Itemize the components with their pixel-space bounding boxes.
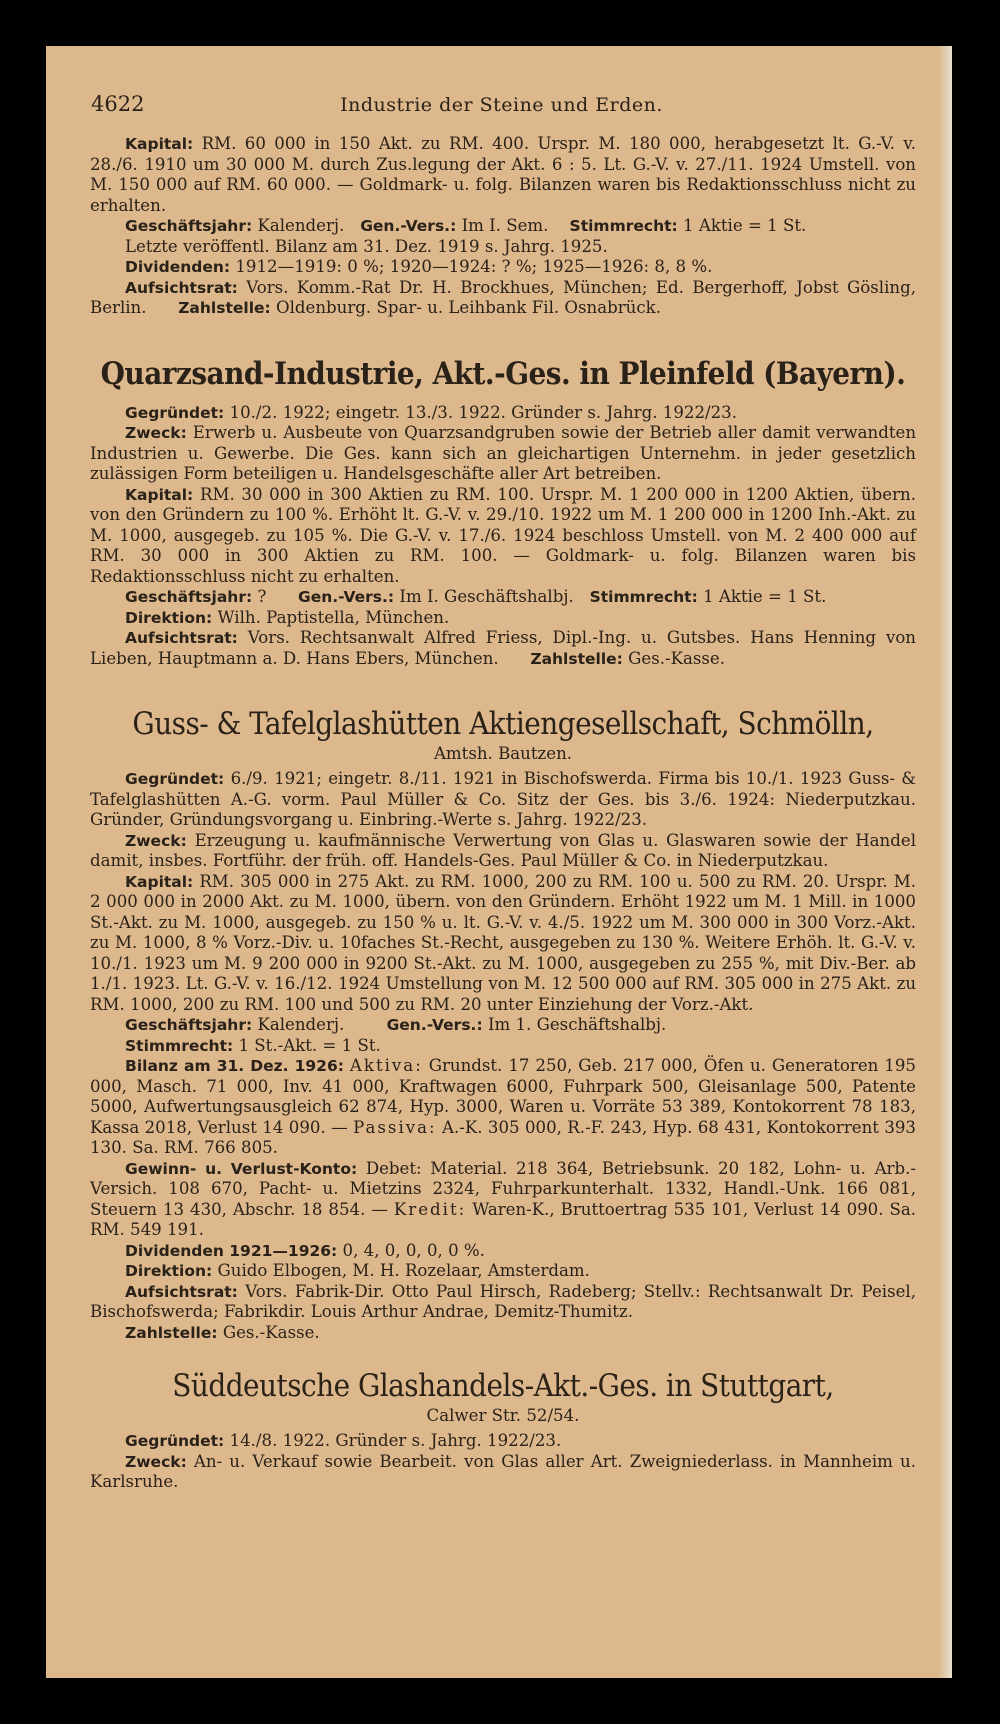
label: Aufsichtsrat: xyxy=(125,1282,238,1301)
text: 1 Aktie = 1 St. xyxy=(703,587,827,606)
text: Guido Elbogen, M. H. Rozelaar, Amsterdam. xyxy=(217,1261,590,1280)
label: Stimmrecht: xyxy=(125,1036,234,1055)
entry-continuation xyxy=(90,134,916,319)
bilanz-paragraph xyxy=(90,1056,916,1159)
text: Erwerb u. Ausbeute von Quarzsandgruben sowie der Betrieb aller damit verwandten Industrien u. Gewerbe. Die Ges. kann sich an gleichartigen Unternehm. in jeder gesetzlich zulässigen Form beteiligen u. Handelsgeschäfte aller Art betreiben. xyxy=(90,423,917,483)
text: Ges.-Kasse. xyxy=(628,648,726,668)
label: Stimmrecht: xyxy=(589,588,698,606)
dividenden-line xyxy=(90,257,916,278)
geschaeftsjahr-line xyxy=(90,587,916,608)
label: Gen.-Vers.: xyxy=(386,1016,483,1034)
gegruendet-line xyxy=(90,1431,916,1452)
text: 6./9. 1921; eingetr. 8./11. 1921 in Bischofswerda. Firma bis 10./1. 1923 Guss- & Tafelglashütten A.-G. vorm. Paul Müller & Co. Sitz der Ges. bis 3./6. 1924: Niederputzkau. Gründer, Gründungsvorgang u. Einbring.-Werte s. Jahrg. 1922/23. xyxy=(90,769,917,829)
entry-quarzsand xyxy=(90,355,916,670)
gegruendet-line xyxy=(90,403,916,424)
label: Geschäftsjahr: xyxy=(125,217,253,235)
direktion-line xyxy=(90,1261,916,1282)
text: An- u. Verkauf sowie Bearbeit. von Glas aller Art. Zweigniederlass. in Mannheim u. Karlsruhe. xyxy=(90,1451,916,1491)
text: Vors. Komm.-Rat Dr. H. Brockhues, München; Ed. Bergerhoff, Jobst Gösling, Berlin. xyxy=(90,277,916,317)
company-title: Quarzsand-Industrie, Akt.-Ges. in Pleinfeld (Bayern). xyxy=(100,355,906,392)
kapital-paragraph xyxy=(90,872,916,1016)
aufsichtsrat-paragraph xyxy=(90,628,916,669)
book-page xyxy=(46,46,952,1678)
label: Aktiva: xyxy=(349,1056,423,1075)
aufsichtsrat-paragraph xyxy=(90,278,916,319)
label: Kapital: xyxy=(125,872,194,891)
label: Kapital: xyxy=(125,135,194,153)
bilanz-line: Letzte veröffentl. Bilanz am 31. Dez. 1919 s. Jahrg. 1925. xyxy=(125,236,608,256)
label: Kapital: xyxy=(125,485,194,504)
geschaeftsjahr-line xyxy=(90,1015,916,1036)
label: Aufsichtsrat: xyxy=(125,629,238,647)
gegruendet-paragraph xyxy=(90,769,916,831)
label: Zweck: xyxy=(125,831,187,850)
text: Ges.-Kasse. xyxy=(222,1322,320,1342)
gewinn-verlust-paragraph xyxy=(90,1159,916,1241)
text: 1912—1919: 0 %; 1920—1924: ? %; 1925—1926: 8, 8 %. xyxy=(235,257,713,276)
kapital-paragraph xyxy=(90,485,916,588)
label: Zweck: xyxy=(125,1452,187,1471)
text: 10./2. 1922; eingetr. 13./3. 1922. Gründer s. Jahrg. 1922/23. xyxy=(229,402,738,422)
text: Grundst. 17 250, Geb. 217 000, Öfen u. Generatoren 195 000, Masch. 71 000, Inv. 41 000, Kraftwagen 6000, Fuhrpark 500, Gleisanlage 500, Patente 5000, Aufwertungsausgleich 62 874, Hyp. 3000, Waren u. Vorräte 53 389, Kontokorrent 78 183, Kassa 2018, Verlust 14 090. — xyxy=(90,1056,916,1137)
entry-guss-tafelglas xyxy=(90,705,916,1343)
label: Gen.-Vers.: xyxy=(298,588,395,606)
text: 1 Aktie = 1 St. xyxy=(683,216,807,235)
label: Direktion: xyxy=(125,608,213,627)
geschaeftsjahr-line xyxy=(90,216,916,237)
direktion-line xyxy=(90,608,916,629)
label: Debet: xyxy=(365,1158,422,1178)
zweck-paragraph xyxy=(90,831,916,872)
label: Gen.-Vers.: xyxy=(360,217,457,235)
text: Vors. Rechtsanwalt Alfred Friess, Dipl.-Ing. u. Gutsbes. Hans Henning von Lieben, Hauptmann a. D. Hans Ebers, München. xyxy=(90,628,916,668)
text: Wilh. Paptistella, München. xyxy=(217,607,450,627)
page-header xyxy=(91,92,912,120)
text: ? xyxy=(257,587,267,606)
text: Oldenburg. Spar- u. Leihbank Fil. Osnabrück. xyxy=(276,298,661,317)
company-subtitle: Calwer Str. 52/54. xyxy=(426,1406,580,1425)
text: Im I. Geschäftshalbj. xyxy=(399,587,574,606)
entry-sueddeutsche-glashandels xyxy=(90,1367,916,1493)
text: Im I. Sem. xyxy=(461,216,549,235)
text: 0, 4, 0, 0, 0, 0 %. xyxy=(342,1240,485,1260)
text: RM. 60 000 in 150 Akt. zu RM. 400. Urspr. M. 180 000, herabgesetzt lt. G.-V. v. 28./6. 1910 um 30 000 M. durch Zus.legung der Akt. 6 : 5. Lt. G.-V. v. 27./11. 1924 Umstell. von M. 150 000 auf RM. 60 000. — Goldmark- u. folg. Bilanzen waren bis Redaktionsschluss nicht zu erhalten. xyxy=(90,134,916,215)
text: Kalenderj. xyxy=(257,216,345,235)
label: Zahlstelle: xyxy=(530,649,623,668)
label: Geschäftsjahr: xyxy=(125,1016,253,1034)
zweck-paragraph xyxy=(90,423,916,485)
company-title: Süddeutsche Glashandels-Akt.-Ges. in Stuttgart, xyxy=(172,1368,834,1404)
text: A.-K. 305 000, R.-F. 243, Hyp. 68 431, Kontokorrent 393 130. Sa. RM. 766 805. xyxy=(90,1117,916,1157)
stimmrecht-line xyxy=(90,1036,916,1057)
text: RM. 30 000 in 300 Aktien zu RM. 100. Urspr. M. 1 200 000 in 1200 Aktien, übern. von den Gründern zu 100 %. Erhöht lt. G.-V. v. 29./10. 1922 um M. 1 200 000 in 1200 Inh.-Akt. zu M. 1000, ausgegeb. zu 105 %. Die G.-V. v. 17./6. 1924 beschloss Umstell. von M. 2 400 000 auf RM. 30 000 in 300 Aktien zu RM. 100. — Goldmark- u. folg. Bilanzen waren bis Redaktionsschluss nicht zu erhalten. xyxy=(90,484,916,586)
company-title: Guss- & Tafelglashütten Aktiengesellschaft, Schmölln, xyxy=(132,706,874,742)
label: Gewinn- u. Verlust-Konto: xyxy=(125,1159,358,1178)
label: Aufsichtsrat: xyxy=(125,278,238,297)
text: Erzeugung u. kaufmännische Verwertung von Glas u. Glaswaren sowie der Handel damit, insbes. Fortführ. der früh. off. Handels-Ges. Paul Müller & Co. in Niederputzkau. xyxy=(90,830,916,870)
label: Bilanz am 31. Dez. 1926: xyxy=(125,1057,344,1075)
kapital-paragraph xyxy=(90,134,916,216)
text: 14./8. 1922. Gründer s. Jahrg. 1922/23. xyxy=(229,1431,562,1450)
label: Gegründet: xyxy=(125,770,225,788)
zahlstelle-line xyxy=(90,1323,916,1344)
page-number: 4622 xyxy=(91,92,145,116)
page-content xyxy=(90,134,916,1493)
label: Stimmrecht: xyxy=(569,217,678,235)
text: Waren-K., Bruttoertrag 535 101, Verlust 14 090. Sa. RM. 549 191. xyxy=(90,1199,917,1239)
text: Material. 218 364, Betriebsunk. 20 182, Lohn- u. Arb.-Versich. 108 670, Pacht- u. Mietzins 2324, Fuhrparkunterhalt. 1332, Handl.-Unk. 166 081, Steuern 13 430, Abschr. 18 854. — xyxy=(90,1158,916,1219)
text: RM. 305 000 in 275 Akt. zu RM. 1000, 200 zu RM. 100 u. 500 zu RM. 20. Urspr. M. 2 000 000 in 2000 Akt. zu M. 1000, übern. von den Gründern. Erhöht 1922 um M. 1 Mill. in 1000 St.-Akt. zu M. 1000, ausgegeb. zu 150 % u. lt. G.-V. v. 4./5. 1922 um M. 300 000 in 300 Vorz.-Akt. zu M. 1000, 8 % Vorz.-Div. u. 10faches St.-Recht, ausgegeben zu 130 %. Weitere Erhöh. lt. G.-V. v. 10./1. 1923 um M. 9 200 000 in 9200 St.-Akt. zu M. 1000, ausgegeben zu 255 %, mit Div.-Ber. ab 1./1. 1923. Lt. G.-V. v. 16./12. 1924 Umstellung von M. 12 500 000 auf RM. 305 000 in 275 Akt. zu RM. 1000, 200 zu RM. 100 und 500 zu RM. 20 unter Einziehung der Vorz.-Akt. xyxy=(90,871,916,1014)
label: Passiva: xyxy=(353,1117,437,1137)
label: Geschäftsjahr: xyxy=(125,588,253,606)
text: Im 1. Geschäftshalbj. xyxy=(487,1015,667,1034)
label: Dividenden: xyxy=(125,258,231,276)
label: Kredit: xyxy=(393,1199,467,1219)
text: Kalenderj. xyxy=(257,1015,345,1034)
label: Gegründet: xyxy=(125,1432,225,1450)
label: Zahlstelle: xyxy=(178,299,271,317)
label: Zweck: xyxy=(125,424,187,442)
dividenden-line xyxy=(90,1241,916,1262)
label: Direktion: xyxy=(125,1262,213,1280)
text: Vors. Fabrik-Dir. Otto Paul Hirsch, Radeberg; Stellv.: Rechtsanwalt Dr. Peisel, Bischofswerda; Fabrikdir. Louis Arthur Andrae, Demitz-Thumitz. xyxy=(90,1281,916,1321)
text: 1 St.-Akt. = 1 St. xyxy=(238,1035,381,1055)
page-edge xyxy=(938,46,952,1678)
company-subtitle: Amtsh. Bautzen. xyxy=(433,744,573,763)
running-title: Industrie der Steine und Erden. xyxy=(340,94,663,116)
aufsichtsrat-paragraph xyxy=(90,1282,916,1323)
label: Zahlstelle: xyxy=(125,1323,218,1342)
label: Gegründet: xyxy=(125,403,225,422)
label: Dividenden 1921—1926: xyxy=(125,1241,338,1260)
zweck-paragraph xyxy=(90,1452,916,1493)
